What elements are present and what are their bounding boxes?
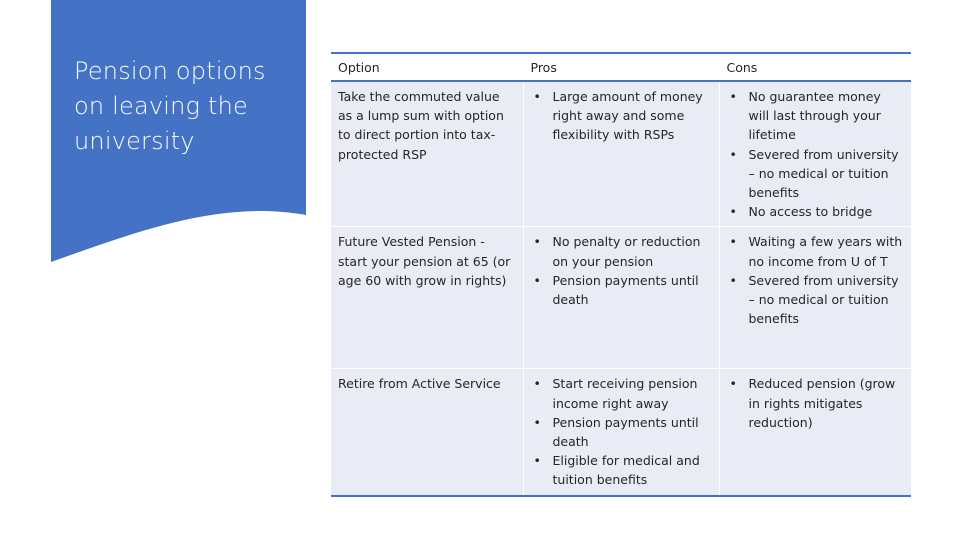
pros-cell <box>523 369 719 496</box>
con-item: • Severed from university – no medical or tuition benefits <box>727 145 905 203</box>
header-cons: Cons <box>719 53 911 81</box>
con-item: • Severed from university – no medical or tuition benefits <box>727 271 905 329</box>
option-cell: Future Vested Pension - start your pension at 65 (or age 60 with grow in rights) <box>331 227 523 369</box>
table-row <box>331 369 911 496</box>
pro-item: • Eligible for medical and tuition benefits <box>531 451 712 489</box>
cons-cell <box>719 227 911 369</box>
option-cell: Take the commuted value as a lump sum with option to direct portion into tax-protected RSP <box>331 81 523 227</box>
pension-options-table <box>331 52 911 497</box>
con-item: • Waiting a few years with no income from U of T <box>727 232 905 270</box>
header-pros: Pros <box>523 53 719 81</box>
pro-item: • Pension payments until death <box>531 271 712 309</box>
option-cell: Retire from Active Service <box>331 369 523 496</box>
table-row <box>331 227 911 369</box>
con-item: • Reduced pension (grow in rights mitigates reduction) <box>727 374 905 432</box>
cons-cell <box>719 81 911 227</box>
pro-item: • No penalty or reduction on your pension <box>531 232 712 270</box>
header-option: Option <box>331 53 523 81</box>
pro-item: • Pension payments until death <box>531 413 712 451</box>
cons-cell <box>719 369 911 496</box>
pros-cell <box>523 227 719 369</box>
table-header-row <box>331 53 911 81</box>
table-row <box>331 81 911 227</box>
pros-cell <box>523 81 719 227</box>
con-item: • No guarantee money will last through your lifetime <box>727 87 905 145</box>
con-item: • No access to bridge <box>727 202 905 221</box>
pro-item: • Large amount of money right away and some flexibility with RSPs <box>531 87 712 145</box>
slide-title: Pension options on leaving the university <box>74 57 266 155</box>
pro-item: • Start receiving pension income right away <box>531 374 712 412</box>
